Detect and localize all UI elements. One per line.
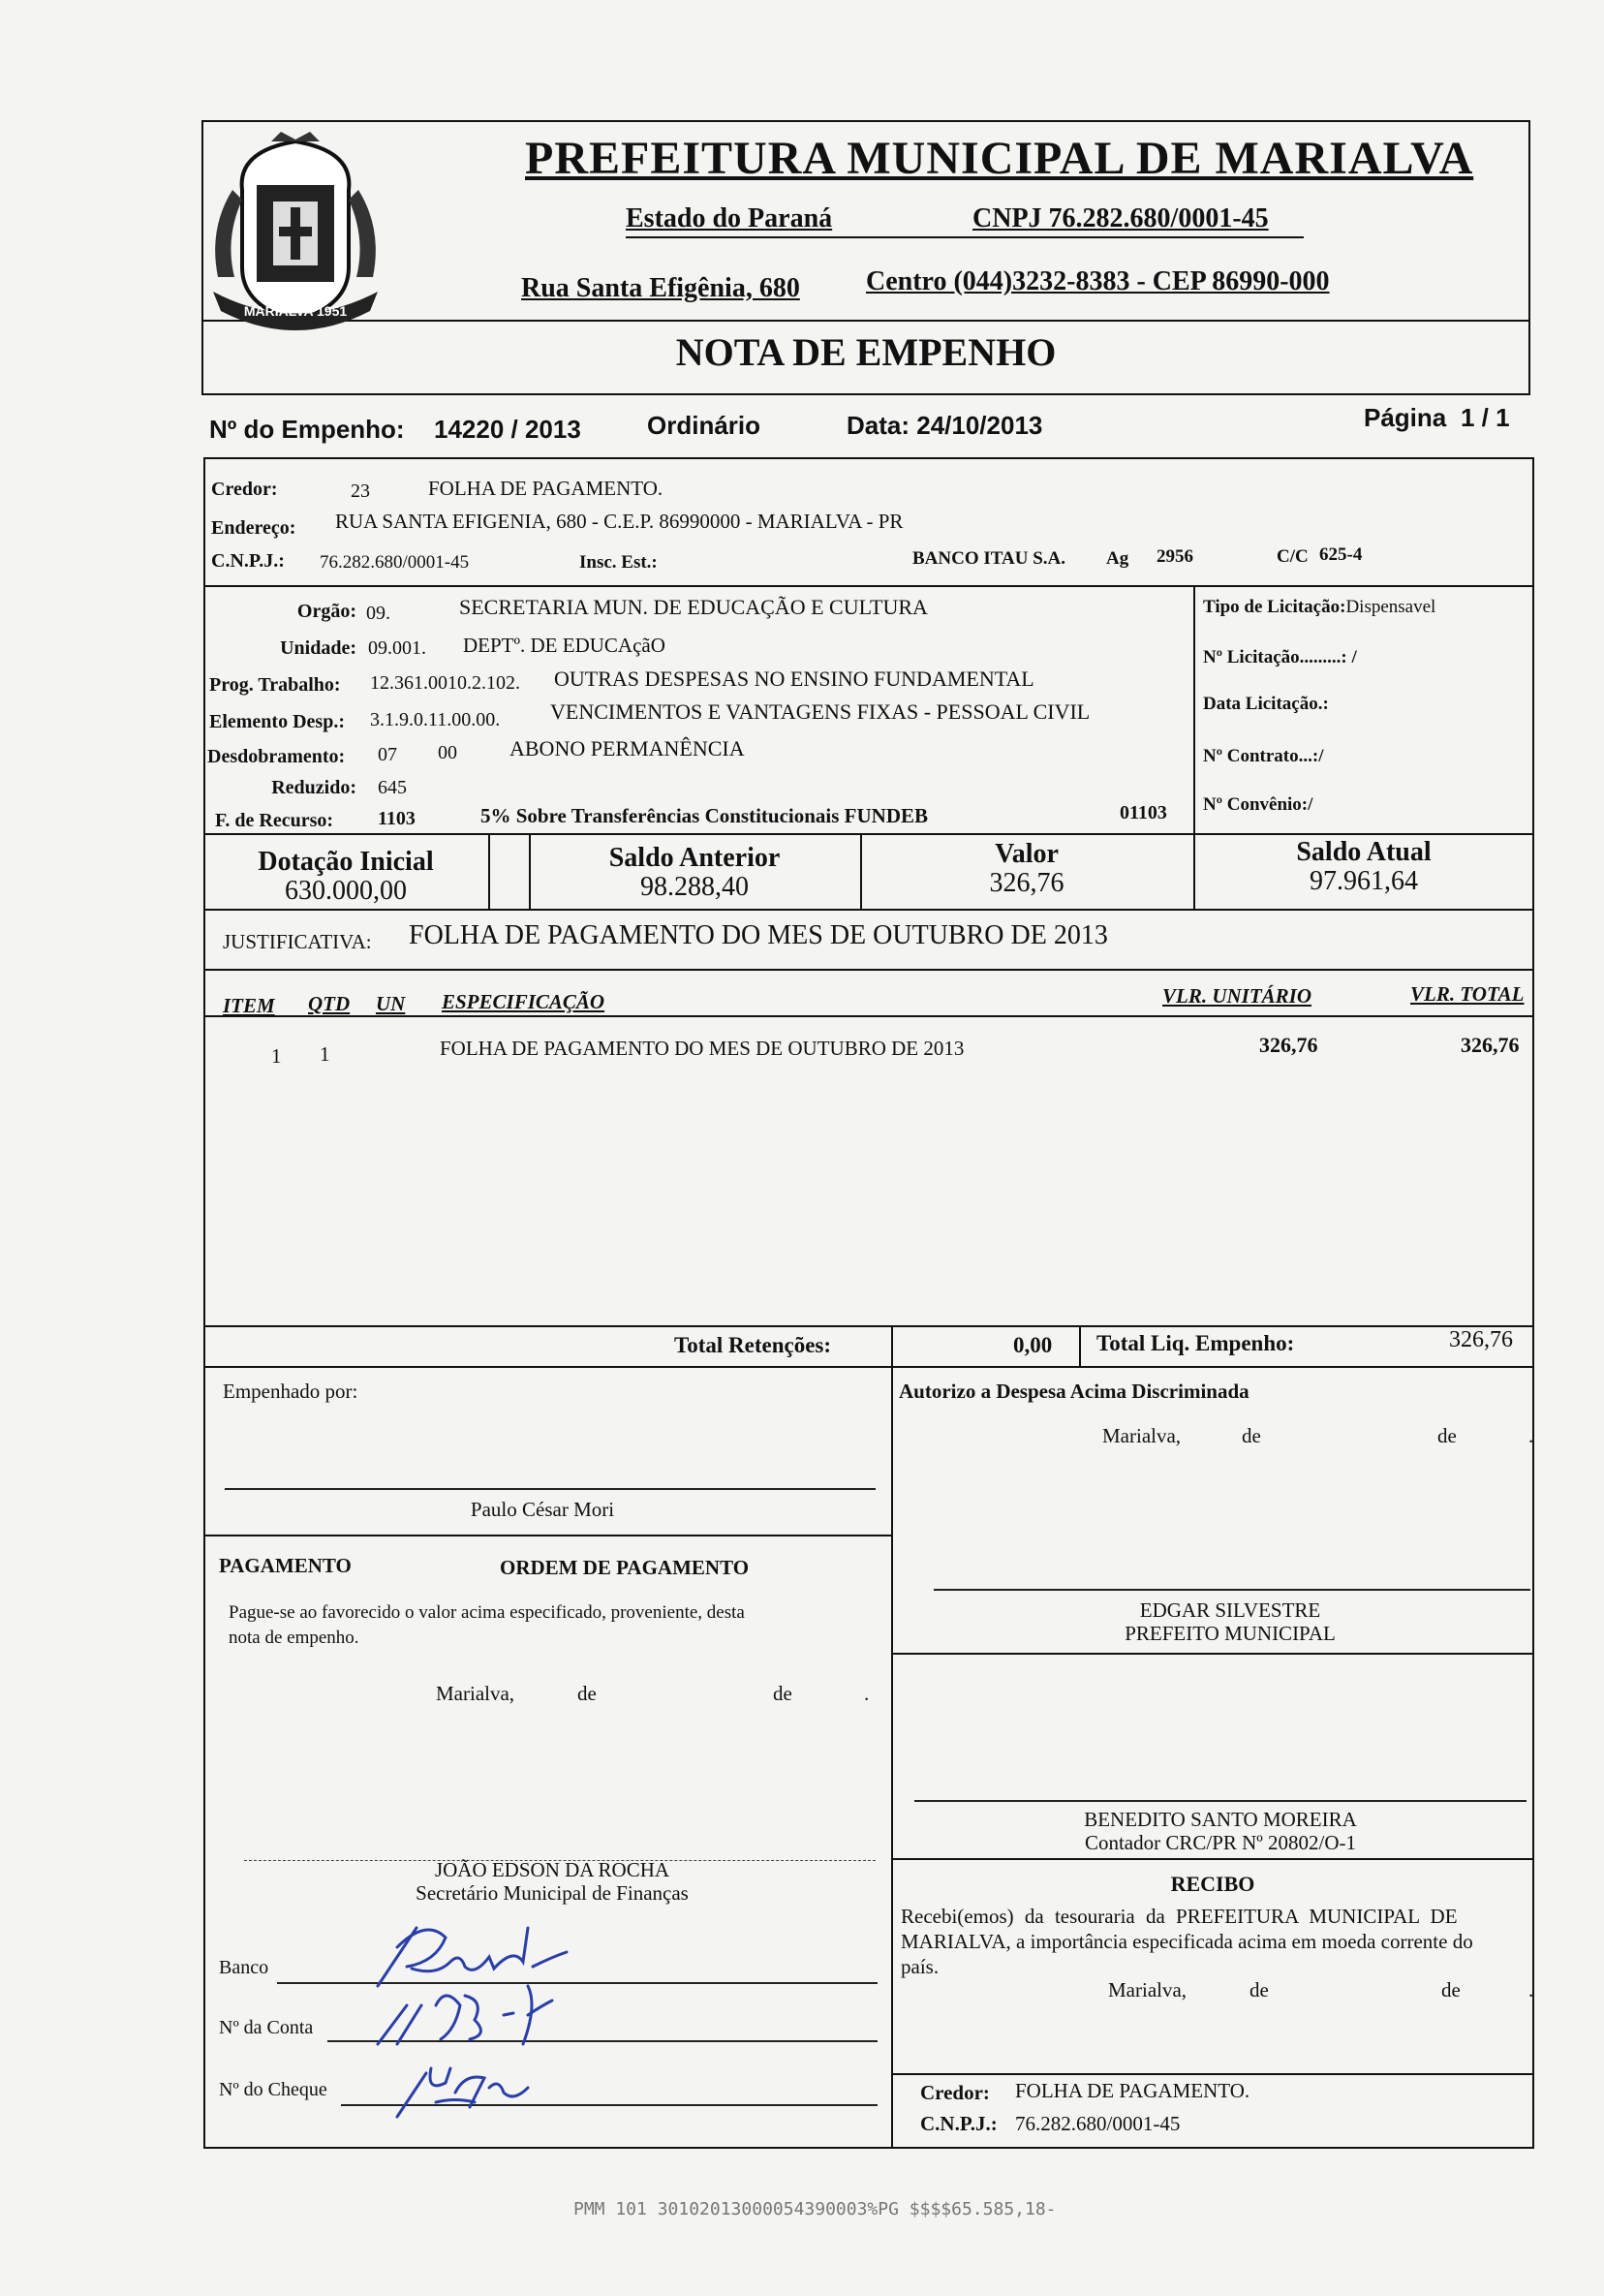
valor-label: Valor	[995, 839, 1059, 869]
account-label: C/C	[1277, 546, 1309, 567]
contrato-numero: Nº Contrato...:/	[1203, 746, 1324, 766]
prog-name: OUTRAS DESPESAS NO ENSINO FUNDAMENTAL	[554, 667, 1034, 691]
licitacao-tipo-value: Dispensavel	[1345, 597, 1436, 617]
recibo-city: Marialva,	[1108, 1978, 1188, 2001]
col-header-vlr-total: VLR. TOTAL	[1410, 982, 1525, 1006]
recibo-cnpj-value: 76.282.680/0001-45	[1015, 2112, 1181, 2135]
header-address-2: Centro (044)3232-8383 - CEP 86990-000	[866, 266, 1330, 296]
municipal-seal-icon	[203, 132, 387, 335]
recibo-text-1: Recebi(emos) da tesouraria da PREFEITURA MUNICIPAL DE	[901, 1905, 1458, 1928]
svg-text:MARIALVA 1951: MARIALVA 1951	[243, 303, 348, 319]
autorizo-city: Marialva,	[1102, 1424, 1182, 1447]
endereco-label: Endereço:	[211, 517, 296, 539]
col-header-item: ITEM	[223, 994, 275, 1017]
prefeito-nome: EDGAR SILVESTRE	[1139, 1598, 1321, 1622]
empenhado-por-nome: Paulo César Mori	[470, 1498, 615, 1521]
pagamento-city: Marialva,	[436, 1682, 515, 1705]
unidade-name: DEPTº. DE EDUCAçãO	[463, 634, 665, 657]
recibo-text-2: MARIALVA, a importância especificada acima em moeda corrente do	[901, 1930, 1473, 1953]
elemento-name: VENCIMENTOS E VANTAGENS FIXAS - PESSOAL CIVIL	[550, 699, 1091, 724]
contador-nome: BENEDITO SANTO MOREIRA	[1084, 1808, 1357, 1831]
total-liquido-label: Total Liq. Empenho:	[1096, 1331, 1295, 1355]
prog-label: Prog. Trabalho:	[209, 674, 341, 696]
elemento-code: 3.1.9.0.11.00.00.	[370, 709, 501, 730]
recibo-de-1: de	[1249, 1978, 1269, 2001]
col-header-especificacao: ESPECIFICAÇÃO	[442, 990, 605, 1013]
endereco-value: RUA SANTA EFIGENIA, 680 - C.E.P. 86990000 - MARIALVA - PR	[335, 510, 904, 533]
conta-label: Nº da Conta	[219, 2017, 314, 2038]
agency-value: 2956	[1157, 546, 1193, 567]
dotacao-value: 630.000,00	[285, 876, 407, 906]
pague-text-2: nota de empenho.	[229, 1628, 359, 1648]
credor-code: 23	[351, 481, 370, 502]
bank-name: BANCO ITAU S.A.	[912, 548, 1066, 569]
document-title: NOTA DE EMPENHO	[675, 330, 1057, 374]
insc-label: Insc. Est.:	[579, 552, 658, 573]
contador-cargo: Contador CRC/PR Nº 20802/O-1	[1084, 1831, 1357, 1854]
autorizo-de-1: de	[1242, 1424, 1261, 1447]
row-especificacao: FOLHA DE PAGAMENTO DO MES DE OUTUBRO DE 2013	[440, 1037, 965, 1060]
recurso-label: F. de Recurso:	[215, 810, 334, 831]
licitacao-numero: Nº Licitação.........: /	[1203, 647, 1357, 667]
justificativa-text: FOLHA DE PAGAMENTO DO MES DE OUTUBRO DE 2013	[409, 920, 1108, 950]
state-text: Estado do Paraná	[626, 203, 833, 233]
empenho-label: Nº do Empenho:	[209, 415, 405, 444]
recibo-de-2: de	[1441, 1978, 1461, 2001]
col-header-vlr-unitario: VLR. UNITÁRIO	[1162, 984, 1312, 1008]
row-vlr-total: 326,76	[1461, 1033, 1520, 1057]
valor-value: 326,76	[989, 868, 1064, 898]
recibo-credor-value: FOLHA DE PAGAMENTO.	[1015, 2079, 1250, 2102]
row-item: 1	[271, 1044, 282, 1068]
prog-code: 12.361.0010.2.102.	[370, 672, 520, 694]
ordem-pagamento-label: ORDEM DE PAGAMENTO	[500, 1556, 750, 1579]
recibo-period: .	[1528, 1978, 1534, 2001]
secretario-nome: JOÃO EDSON DA ROCHA	[434, 1858, 670, 1881]
empenho-date: Data: 24/10/2013	[847, 411, 1043, 440]
banco-label: Banco	[219, 1957, 269, 1978]
header-cnpj: CNPJ 76.282.680/0001-45	[972, 203, 1269, 233]
licitacao-tipo-label: Tipo de Licitação:Dispensavel	[1203, 597, 1436, 617]
saldo-atual-value: 97.961,64	[1310, 866, 1418, 896]
page-number: 1 / 1	[1461, 403, 1510, 432]
desdobramento-code-1: 07	[378, 744, 397, 765]
recurso-name: 5% Sobre Transferências Constitucionais FUNDEB	[480, 804, 929, 827]
desdobramento-code-2: 00	[438, 742, 457, 763]
convenio-numero: Nº Convênio:/	[1203, 794, 1313, 815]
cnpj-value: 76.282.680/0001-45	[320, 552, 470, 573]
pagamento-de-1: de	[577, 1682, 597, 1705]
pague-text-1: Pague-se ao favorecido o valor acima especificado, proveniente, desta	[229, 1602, 745, 1623]
recibo-title: RECIBO	[1170, 1872, 1255, 1896]
desdobramento-label: Desdobramento:	[207, 746, 346, 767]
total-liquido-value: 326,76	[1449, 1327, 1513, 1352]
col-header-un: UN	[376, 992, 406, 1015]
credor-name: FOLHA DE PAGAMENTO.	[428, 477, 663, 500]
dotacao-label: Dotação Inicial	[258, 847, 434, 877]
reduzido-value: 645	[378, 777, 407, 798]
pagamento-label: PAGAMENTO	[219, 1554, 352, 1577]
empenhado-por-label: Empenhado por:	[223, 1380, 358, 1403]
justificativa-label: JUSTIFICATIVA:	[223, 930, 372, 953]
autorizo-label: Autorizo a Despesa Acima Discriminada	[899, 1380, 1249, 1403]
saldo-anterior-value: 98.288,40	[640, 872, 749, 902]
desdobramento-name: ABONO PERMANÊNCIA	[509, 736, 745, 760]
saldo-anterior-label: Saldo Anterior	[608, 843, 781, 873]
page-label: Página	[1364, 403, 1447, 432]
prefeito-cargo: PREFEITO MUNICIPAL	[1125, 1622, 1336, 1645]
recibo-cnpj-label: C.N.P.J.:	[920, 2112, 998, 2135]
secretario-cargo: Secretário Municipal de Finanças	[416, 1881, 689, 1905]
unidade-label: Unidade:	[280, 637, 356, 659]
saldo-atual-label: Saldo Atual	[1296, 837, 1432, 867]
handwritten-signatures	[358, 1908, 610, 2122]
row-vlr-unitario: 326,76	[1259, 1033, 1318, 1057]
elemento-label: Elemento Desp.:	[209, 711, 345, 732]
orgao-name: SECRETARIA MUN. DE EDUCAÇÃO E CULTURA	[459, 595, 928, 619]
unidade-code: 09.001.	[368, 637, 426, 659]
autorizo-period: .	[1528, 1424, 1534, 1447]
empenho-type: Ordinário	[647, 411, 761, 440]
licitacao-data: Data Licitação.:	[1203, 694, 1329, 714]
city-title: PREFEITURA MUNICIPAL DE MARIALVA	[525, 133, 1474, 184]
pagamento-period: .	[864, 1682, 870, 1705]
total-retencoes-value: 0,00	[1013, 1333, 1053, 1357]
cnpj-label: C.N.P.J.:	[211, 550, 285, 572]
recurso-code-2: 01103	[1120, 802, 1167, 823]
header-address: Rua Santa Efigênia, 680	[521, 273, 800, 303]
account-value: 625-4	[1319, 544, 1363, 565]
autorizo-de-2: de	[1437, 1424, 1457, 1447]
cheque-label: Nº do Cheque	[219, 2079, 327, 2100]
total-retencoes-label: Total Retenções:	[674, 1333, 832, 1357]
empenho-number: 14220 / 2013	[434, 415, 581, 444]
col-header-qtd: QTD	[308, 992, 351, 1015]
credor-label: Credor:	[211, 479, 278, 500]
footer-code: PMM 101 30102013000054390003%PG $$$$65.585,18-	[573, 2199, 1057, 2219]
orgao-code: 09.	[366, 603, 390, 624]
agency-label: Ag	[1106, 548, 1129, 569]
recibo-credor-label: Credor:	[920, 2081, 990, 2104]
pagamento-de-2: de	[773, 1682, 792, 1705]
recibo-text-3: país.	[901, 1955, 940, 1978]
recurso-code: 1103	[378, 808, 416, 829]
orgao-label: Orgão:	[296, 601, 356, 622]
reduzido-label: Reduzido:	[271, 777, 356, 798]
row-qtd: 1	[320, 1042, 330, 1066]
